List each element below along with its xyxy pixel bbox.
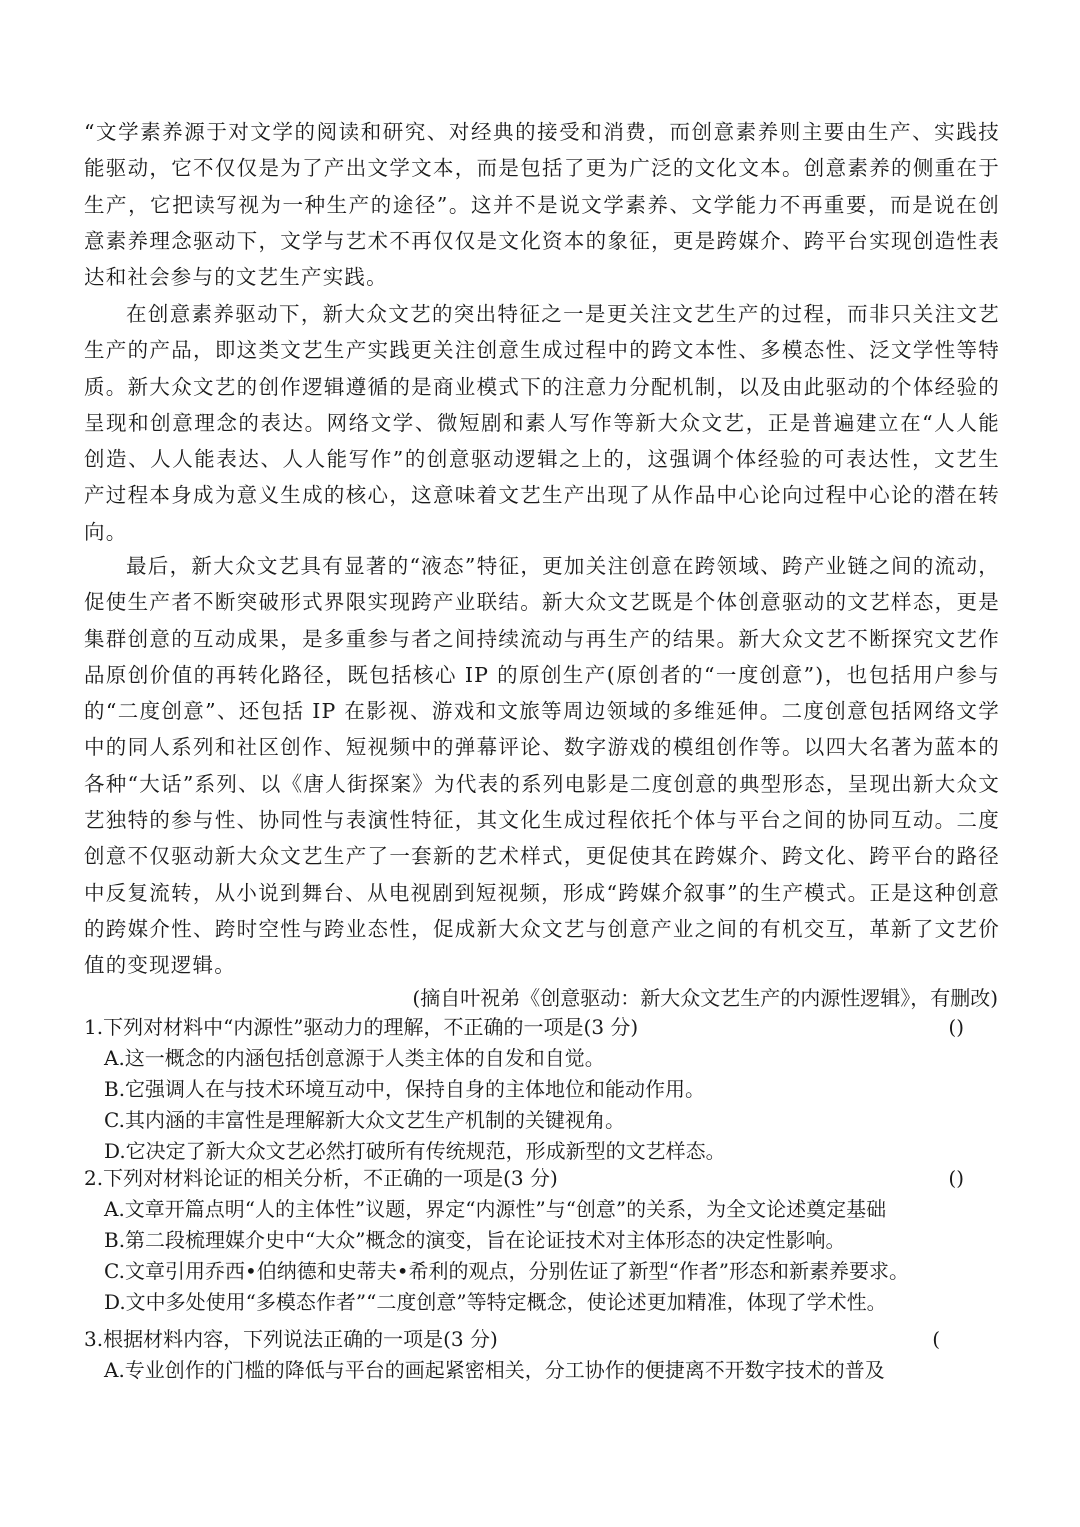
- question-stem: [84, 1163, 1004, 1194]
- option-d: D.文中多处使用“多模态作者”“二度创意”等特定概念，使论述更加精准，体现了学术性。: [104, 1290, 887, 1314]
- question-stem-text: 2.下列对材料论证的相关分析，不正确的一项是(3 分): [84, 1166, 558, 1190]
- question-3: [84, 1324, 1004, 1386]
- option-a: A.文章开篇点明“人的主体性”议题，界定“内源性”与“创意”的关系，为全文论述奠定基础: [104, 1197, 887, 1221]
- question-2: [84, 1163, 1004, 1318]
- option-a: A.专业创作的门槛的降低与平台的画起紧密相关，分工协作的便捷离不开数字技术的普及: [104, 1358, 885, 1382]
- option-c: C.文章引用乔西•伯纳德和史蒂夫•希利的观点，分别佐证了新型“作者”形态和新素养要求。: [104, 1259, 909, 1283]
- passage-paragraph-1: “文学素养源于对文学的阅读和研究、对经典的接受和消费，而创意素养则主要由生产、实践技能驱动，它不仅仅是为了产出文学文本，而是包括了更为广泛的文化文本。创意素养的侧重在于生产，它把读写视为一种生产的途径”。这并不是说文学素养、文学能力不再重要，而是说在创意素养理念驱动下，文学与艺术不再仅仅是文化资本的象征，更是跨媒介、跨平台实现创造性表达和社会参与的文艺生产实践。: [84, 120, 1000, 290]
- answer-bracket: (): [948, 1166, 964, 1190]
- question-stem: [84, 1012, 1004, 1043]
- option-c: C.其内涵的丰富性是理解新大众文艺生产机制的关键视角。: [104, 1108, 625, 1132]
- answer-bracket: (: [932, 1327, 940, 1351]
- passage-paragraph-2: 在创意素养驱动下，新大众文艺的突出特征之一是更关注文艺生产的过程，而非只关注文艺生产的产品，即这类文艺生产实践更关注创意生成过程中的跨文本性、多模态性、泛文学性等特质。新大众文艺的创作逻辑遵循的是商业模式下的注意力分配机制，以及由此驱动的个体经验的呈现和创意理念的表达。网络文学、微短剧和素人写作等新大众文艺，正是普遍建立在“人人能创造、人人能表达、人人能写作”的创意驱动逻辑之上的，这强调个体经验的可表达性，文艺生产过程本身成为意义生成的核心，这意味着文艺生产出现了从作品中心论向过程中心论的潜在转向。: [84, 302, 1000, 544]
- option-a: A.这一概念的内涵包括创意源于人类主体的自发和自觉。: [104, 1046, 605, 1070]
- answer-bracket: (): [948, 1015, 964, 1039]
- question-stem: [84, 1324, 1004, 1355]
- option-b: B.第二段梳理媒介史中“大众”概念的演变，旨在论证技术对主体形态的决定性影响。: [104, 1228, 846, 1252]
- question-1: [84, 1012, 1004, 1167]
- question-stem-text: 1.下列对材料中“内源性”驱动力的理解，不正确的一项是(3 分): [84, 1015, 639, 1039]
- passage-paragraph-3: 最后，新大众文艺具有显著的“液态”特征，更加关注创意在跨领域、跨产业链之间的流动，促使生产者不断突破形式界限实现跨产业联结。新大众文艺既是个体创意驱动的文艺样态，更是集群创意的互动成果，是多重参与者之间持续流动与再生产的结果。新大众文艺不断探究文艺作品原创价值的再转化路径，既包括核心 IP 的原创生产(原创者的“一度创意”)，也包括用户参与的“二度创意”、还包括 IP 在影视、游戏和文旅等周边领域的多维延伸。二度创意包括网络文学中的同人系列和社区创作、短视频中的弹幕评论、数字游戏的模组创作等。以四大名著为蓝本的各种“大话”系列、以《唐人街探案》为代表的系列电影是二度创意的典型形态，呈现出新大众文艺独特的参与性、协同性与表演性特征，其文化生成过程依托个体与平台之间的协同互动。二度创意不仅驱动新大众文艺生产了一套新的艺术样式，更促使其在跨媒介、跨文化、跨平台的路径中反复流转，从小说到舞台、从电视剧到短视频，形成“跨媒介叙事”的生产模式。正是这种创意的跨媒介性、跨时空性与跨业态性，促成新大众文艺与创意产业之间的有机交互，革新了文艺价值的变现逻辑。: [84, 554, 1000, 978]
- option-b: B.它强调人在与技术环境互动中，保持自身的主体地位和能动作用。: [104, 1077, 706, 1101]
- option-d: D.它决定了新大众文艺必然打破所有传统规范，形成新型的文艺样态。: [104, 1139, 726, 1163]
- question-stem-text: 3.根据材料内容，下列说法正确的一项是(3 分): [84, 1327, 498, 1351]
- passage-source: (摘自叶祝弟《创意驱动：新大众文艺生产的内源性逻辑》，有删改): [412, 986, 998, 1010]
